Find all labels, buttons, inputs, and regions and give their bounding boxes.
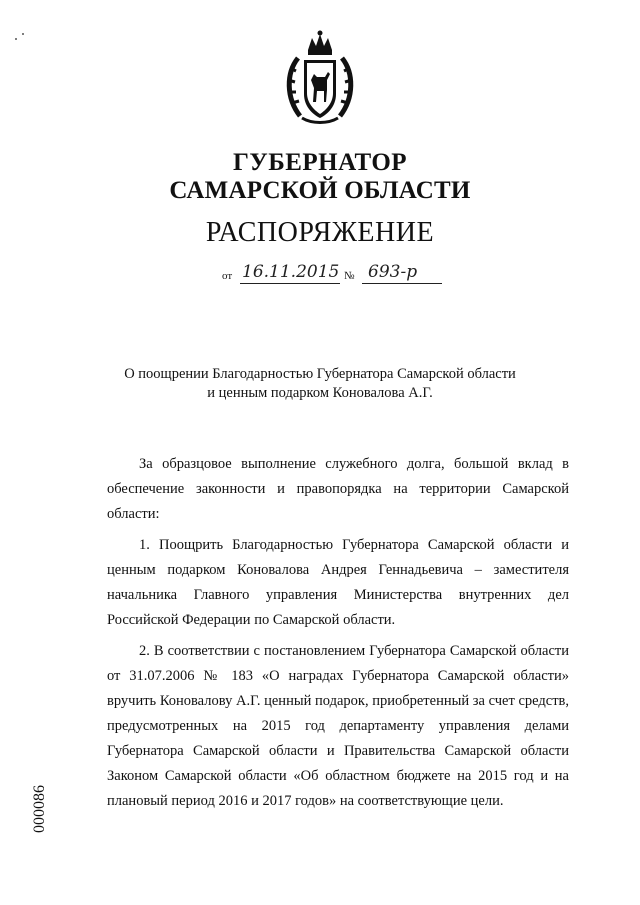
scan-speck [15, 38, 17, 40]
scan-speck [22, 33, 24, 35]
serial-number-stamp [28, 770, 48, 850]
date-underline [240, 283, 340, 284]
number-underline [362, 283, 442, 284]
date-handwritten: 16.11.2015 [242, 262, 340, 282]
issuer-title-line2: САМАРСКОЙ ОБЛАСТИ [169, 177, 471, 204]
document-date-number-line [222, 262, 452, 286]
subject-line-1: О поощрении Благодарностью Губернатора Самарской области [124, 366, 516, 382]
document-type-heading: РАСПОРЯЖЕНИЕ [205, 217, 435, 248]
document-body [107, 452, 569, 820]
item-1-paragraph: 1. Поощрить Благодарностью Губернатора Самарской области и ценным подарком Коновалова Андрея Геннадьевича – заместителя начальника Главного управления Министерства внутренних дел Российской Федерации по Самарской области. [107, 537, 569, 628]
subject-line-2: и ценным подарком Коновалова А.Г. [207, 385, 433, 401]
serial-number-text: 000086 [31, 785, 48, 833]
coat-of-arms-emblem [280, 28, 360, 128]
number-handwritten: 693-р [368, 262, 418, 282]
number-label: № [344, 270, 355, 282]
document-subject [0, 365, 640, 403]
date-label: от [222, 270, 233, 282]
issuer-title-line1: ГУБЕРНАТОР [232, 149, 408, 176]
item-2-paragraph: 2. В соответствии с постановлением Губернатора Самарской области от 31.07.2006 № 183 «О наградах Губернатора Самарской области» вручить Коновалову А.Г. ценный подарок, приобретенный за счет средств, предусмотренных на 2015 год департаменту управления делами Губернатора Самарской области и Правительства Самарской области Законом Самарской области «Об областном бюджете на 2015 год и на плановый период 2016 и 2017 годов» на соответствующие цели. [107, 643, 569, 809]
preamble-paragraph: За образцовое выполнение служебного долга, большой вклад в обеспечение законности и правопорядка на территории Самарской области: [107, 456, 569, 522]
